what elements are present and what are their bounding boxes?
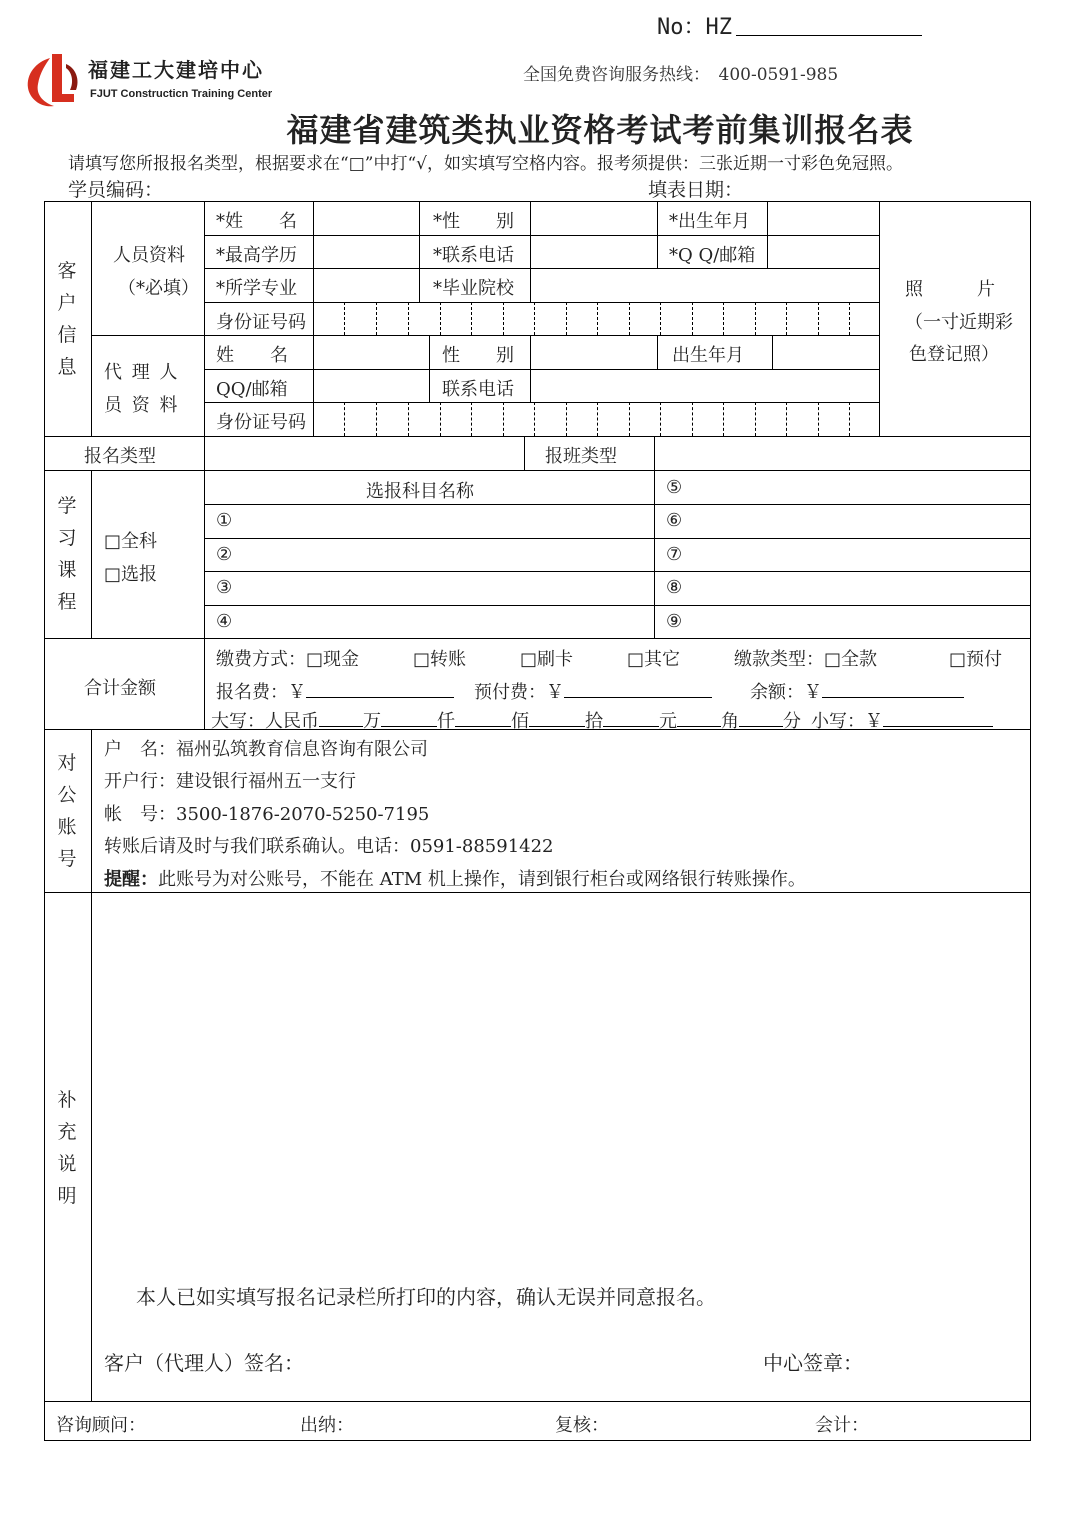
amount-lower-field[interactable] <box>883 708 993 727</box>
select-course-checkbox[interactable]: □选报 <box>104 564 158 585</box>
shi-unit: 拾 <box>585 711 603 732</box>
subject-header: 选报科目名称 <box>366 481 474 502</box>
enroll-type-field[interactable] <box>205 437 523 469</box>
bai-field[interactable] <box>455 708 511 727</box>
qian-unit: 仟 <box>437 711 455 732</box>
school-label: *毕业院校 <box>433 278 514 299</box>
class-type-field[interactable] <box>655 437 1029 469</box>
section-label-course: 学 习 课 程 <box>57 495 77 613</box>
agent-id-number-label: 身份证号码 <box>216 412 306 433</box>
subject-slot[interactable]: ③ <box>216 577 233 598</box>
subject-slot[interactable]: ① <box>216 510 233 531</box>
fen-field[interactable] <box>739 708 783 727</box>
account-holder: 户 名：福州弘筑教育信息咨询有限公司 <box>104 739 428 760</box>
subject-slot[interactable]: ⑤ <box>666 477 683 498</box>
subject-slot[interactable]: ② <box>216 544 233 565</box>
birth-label: *出生年月 <box>669 211 750 232</box>
reminder-line <box>104 865 806 891</box>
instruction-text: 请填写您所报报名类型，根据要求在“□”中打“√，如实填写空格内容。报考须提供：三张近期一寸彩色免冠照。 <box>68 154 903 174</box>
hotline-text: 全国免费咨询服务热线： 400-0591-985 <box>523 65 839 85</box>
fee-line <box>216 678 964 704</box>
account-number: 帐 号：3500-1876-2070-5250-7195 <box>104 804 430 825</box>
fen-unit: 分 <box>783 711 801 732</box>
yuan-unit: 元 <box>659 711 677 732</box>
photo-note-2: 色登记照） <box>909 344 999 365</box>
photo-label: 照 片 <box>905 279 995 300</box>
student-number-label: 学员编码： <box>68 179 164 201</box>
qian-field[interactable] <box>381 708 437 727</box>
name-label: *姓 名 <box>216 211 297 232</box>
subject-slot[interactable]: ④ <box>216 611 233 632</box>
agent-qq-email-label: QQ/邮箱 <box>216 379 288 400</box>
qq-email-label: *Q Q/邮箱 <box>669 245 756 266</box>
full-course-checkbox[interactable]: □全科 <box>104 531 158 552</box>
transfer-confirm-note: 转账后请及时与我们联系确认。电话：0591-88591422 <box>104 836 554 857</box>
reminder-text: 此账号为对公账号，不能在 ATM 机上操作，请到银行柜台或网络银行转账操作。 <box>158 869 806 890</box>
prepay-label: 预付费：￥ <box>474 682 564 703</box>
subject-slot[interactable]: ⑦ <box>666 544 683 565</box>
phone-label: *联系电话 <box>433 245 514 266</box>
photo-box[interactable] <box>880 202 1029 435</box>
account-bank: 开户行：建设银行福州五一支行 <box>104 771 356 792</box>
agent-gender-label: 性 别 <box>442 345 514 366</box>
subject-slot[interactable]: ⑧ <box>666 577 683 598</box>
wan-field[interactable] <box>319 708 363 727</box>
logo-chinese-text: 福建工大建培中心 <box>88 58 264 82</box>
amount-lower-label: 小写：￥ <box>811 711 883 732</box>
gender-label: *性 别 <box>433 211 514 232</box>
accountant-label: 会计： <box>815 1415 869 1436</box>
registration-fee-field[interactable] <box>306 679 454 698</box>
class-type-label: 报班类型 <box>545 446 617 467</box>
amount-upper-label: 大写：人民币 <box>211 711 319 732</box>
yuan-field[interactable] <box>603 708 659 727</box>
total-amount-label: 合计金额 <box>84 678 156 699</box>
name-field[interactable] <box>314 202 418 234</box>
balance-field[interactable] <box>822 679 964 698</box>
jiao-unit: 角 <box>721 711 739 732</box>
birth-field[interactable] <box>768 202 878 234</box>
agent-phone-label: 联系电话 <box>442 379 514 400</box>
prepay-field[interactable] <box>564 679 712 698</box>
agent-info-label-1: 代 理 人 <box>104 362 180 383</box>
logo-english-text: FJUT Constructicn Training Center <box>90 88 273 100</box>
registration-fee-label: 报名费：￥ <box>216 682 306 703</box>
cashier-label: 出纳： <box>300 1415 354 1436</box>
section-label-notes: 补 充 说 明 <box>57 1089 77 1207</box>
bai-unit: 佰 <box>511 711 529 732</box>
photo-note-1: （一寸近期彩 <box>905 312 1013 333</box>
form-number-label: No：HZ <box>657 15 732 40</box>
major-label: *所学专业 <box>216 278 297 299</box>
wan-unit: 万 <box>363 711 381 732</box>
customer-signature-label: 客户（代理人）签名： <box>104 1351 304 1375</box>
agent-birth-label: 出生年月 <box>672 345 744 366</box>
agent-info-label-2: 员 资 料 <box>104 395 180 416</box>
id-number-label: 身份证号码 <box>216 312 306 333</box>
shi-field[interactable] <box>529 708 585 727</box>
subject-slot[interactable]: ⑨ <box>666 611 683 632</box>
section-label-account: 对 公 账 号 <box>57 752 77 870</box>
review-label: 复核： <box>555 1415 609 1436</box>
declaration-text: 本人已如实填写报名记录栏所打印的内容，确认无误并同意报名。 <box>136 1285 716 1309</box>
center-seal-label: 中心签章： <box>763 1351 863 1375</box>
payment-method-options[interactable]: 缴费方式：□现金 □转账 □刷卡 □其它 缴款类型：□全款 □预付 <box>216 649 1003 670</box>
balance-label: 余额：￥ <box>750 682 822 703</box>
section-label-customer: 客 户 信 息 <box>57 260 77 378</box>
advisor-label: 咨询顾问： <box>56 1415 146 1436</box>
form-title: 福建省建筑类执业资格考试考前集训报名表 <box>286 111 914 149</box>
notes-area[interactable] <box>92 893 1029 1263</box>
jiao-field[interactable] <box>677 708 721 727</box>
gender-field[interactable] <box>531 202 656 234</box>
amount-words-line <box>211 707 993 733</box>
subject-slot[interactable]: ⑥ <box>666 510 683 531</box>
education-label: *最高学历 <box>216 245 297 266</box>
personal-info-label: 人员资料 <box>113 245 185 266</box>
enroll-type-label: 报名类型 <box>84 446 156 467</box>
required-note: （*必填） <box>118 278 199 299</box>
fill-date-label: 填表日期： <box>648 179 744 201</box>
agent-name-label: 姓 名 <box>216 345 288 366</box>
reminder-label: 提醒： <box>104 869 158 890</box>
form-number-field[interactable] <box>736 35 922 36</box>
